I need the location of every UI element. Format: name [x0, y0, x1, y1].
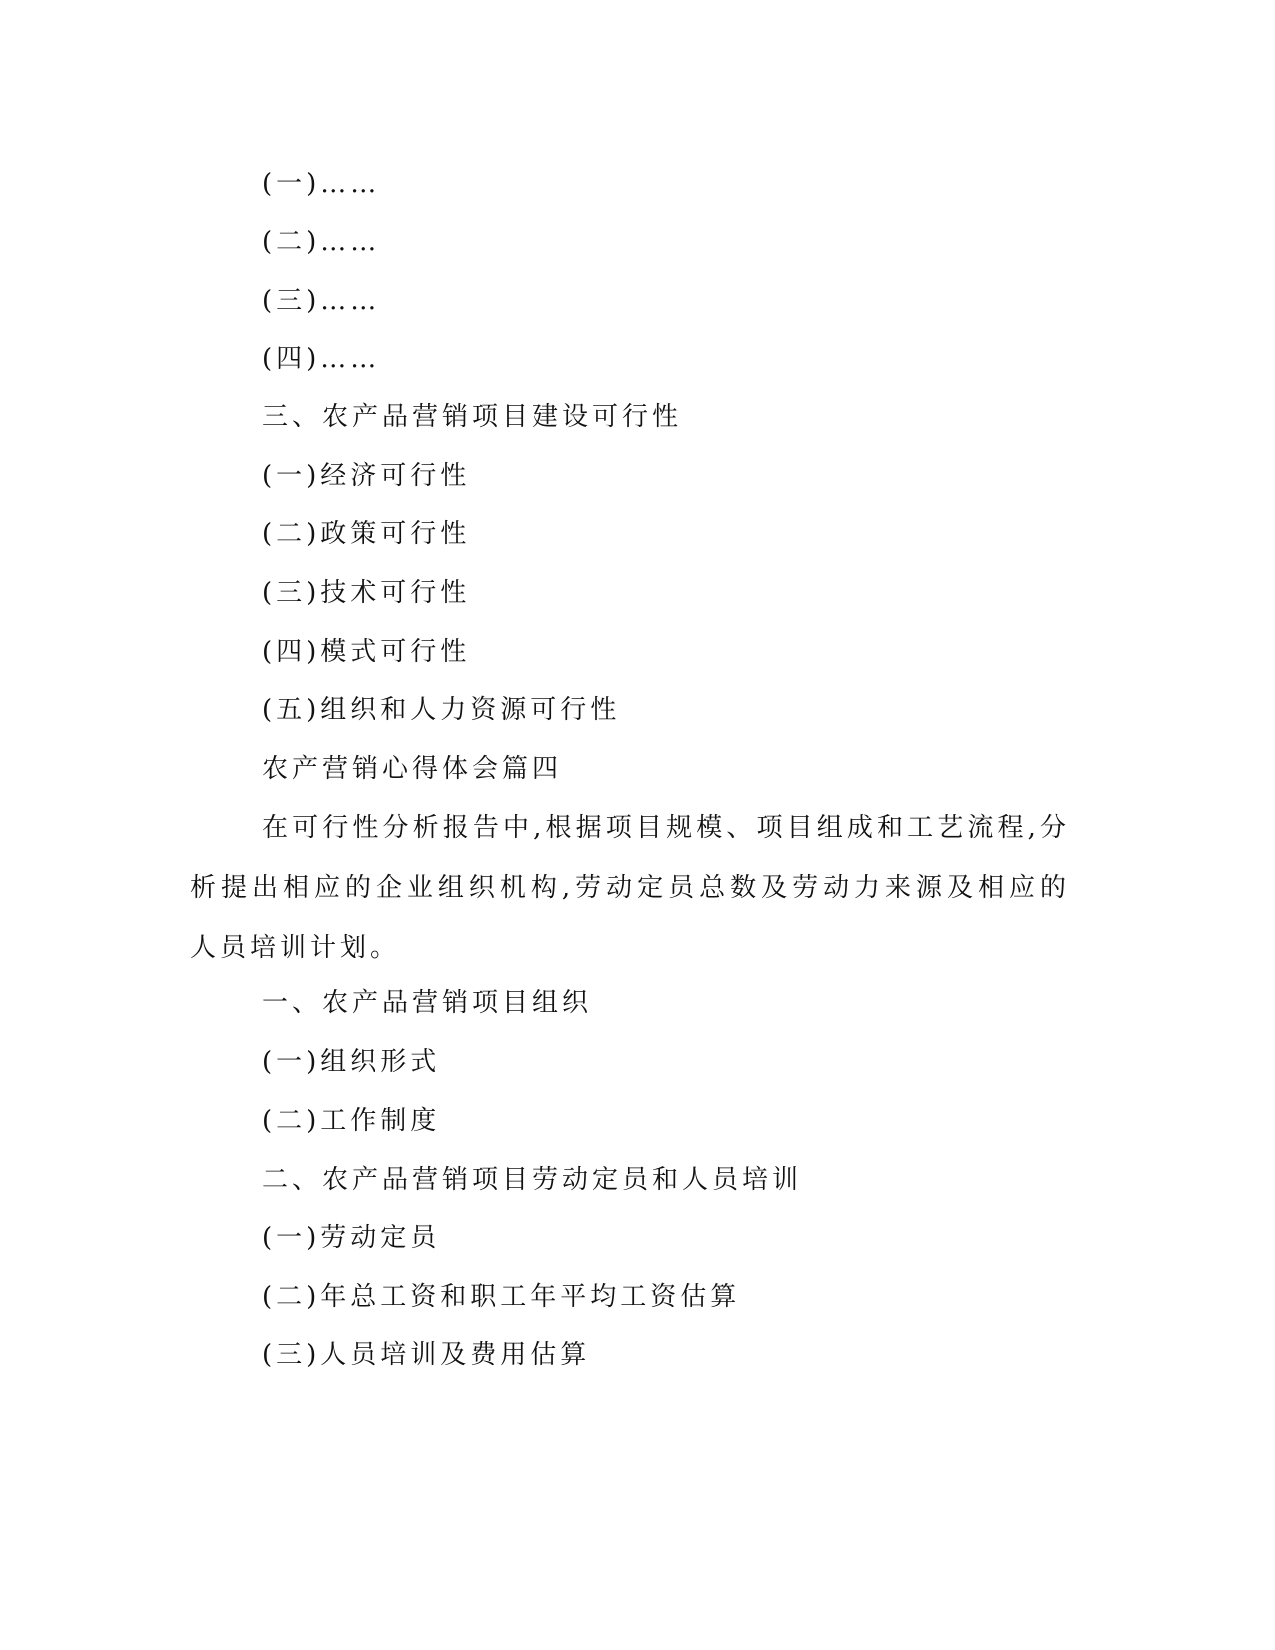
list-item: (一)经济可行性 — [262, 461, 471, 491]
list-item: (二)年总工资和职工年平均工资估算 — [262, 1282, 741, 1312]
list-item: (四)…… — [262, 344, 381, 374]
list-item: (一)组织形式 — [262, 1047, 441, 1077]
list-item: (三)技术可行性 — [262, 578, 471, 608]
paragraph-text: 在可行性分析报告中,根据项目规模、项目组成和工艺流程,分析提出相应的企业组织机构,劳动定员总数及劳动力来源及相应的人员培训计划。 — [190, 813, 1070, 963]
list-item: (四)模式可行性 — [262, 637, 471, 667]
article-title: 农产营销心得体会篇四 — [262, 754, 563, 784]
list-item: (一)劳动定员 — [262, 1223, 441, 1253]
list-item: (五)组织和人力资源可行性 — [262, 695, 621, 725]
list-item: (二)…… — [262, 227, 381, 257]
body-paragraph — [190, 798, 1070, 978]
list-item: (二)政策可行性 — [262, 519, 471, 549]
section-heading: 一、农产品营销项目组织 — [262, 988, 593, 1018]
section-heading: 二、农产品营销项目劳动定员和人员培训 — [262, 1165, 803, 1195]
list-item: (三)…… — [262, 286, 381, 316]
list-item: (三)人员培训及费用估算 — [262, 1340, 591, 1370]
list-item: (二)工作制度 — [262, 1106, 441, 1136]
section-heading: 三、农产品营销项目建设可行性 — [262, 402, 683, 432]
list-item: (一)…… — [262, 169, 381, 199]
